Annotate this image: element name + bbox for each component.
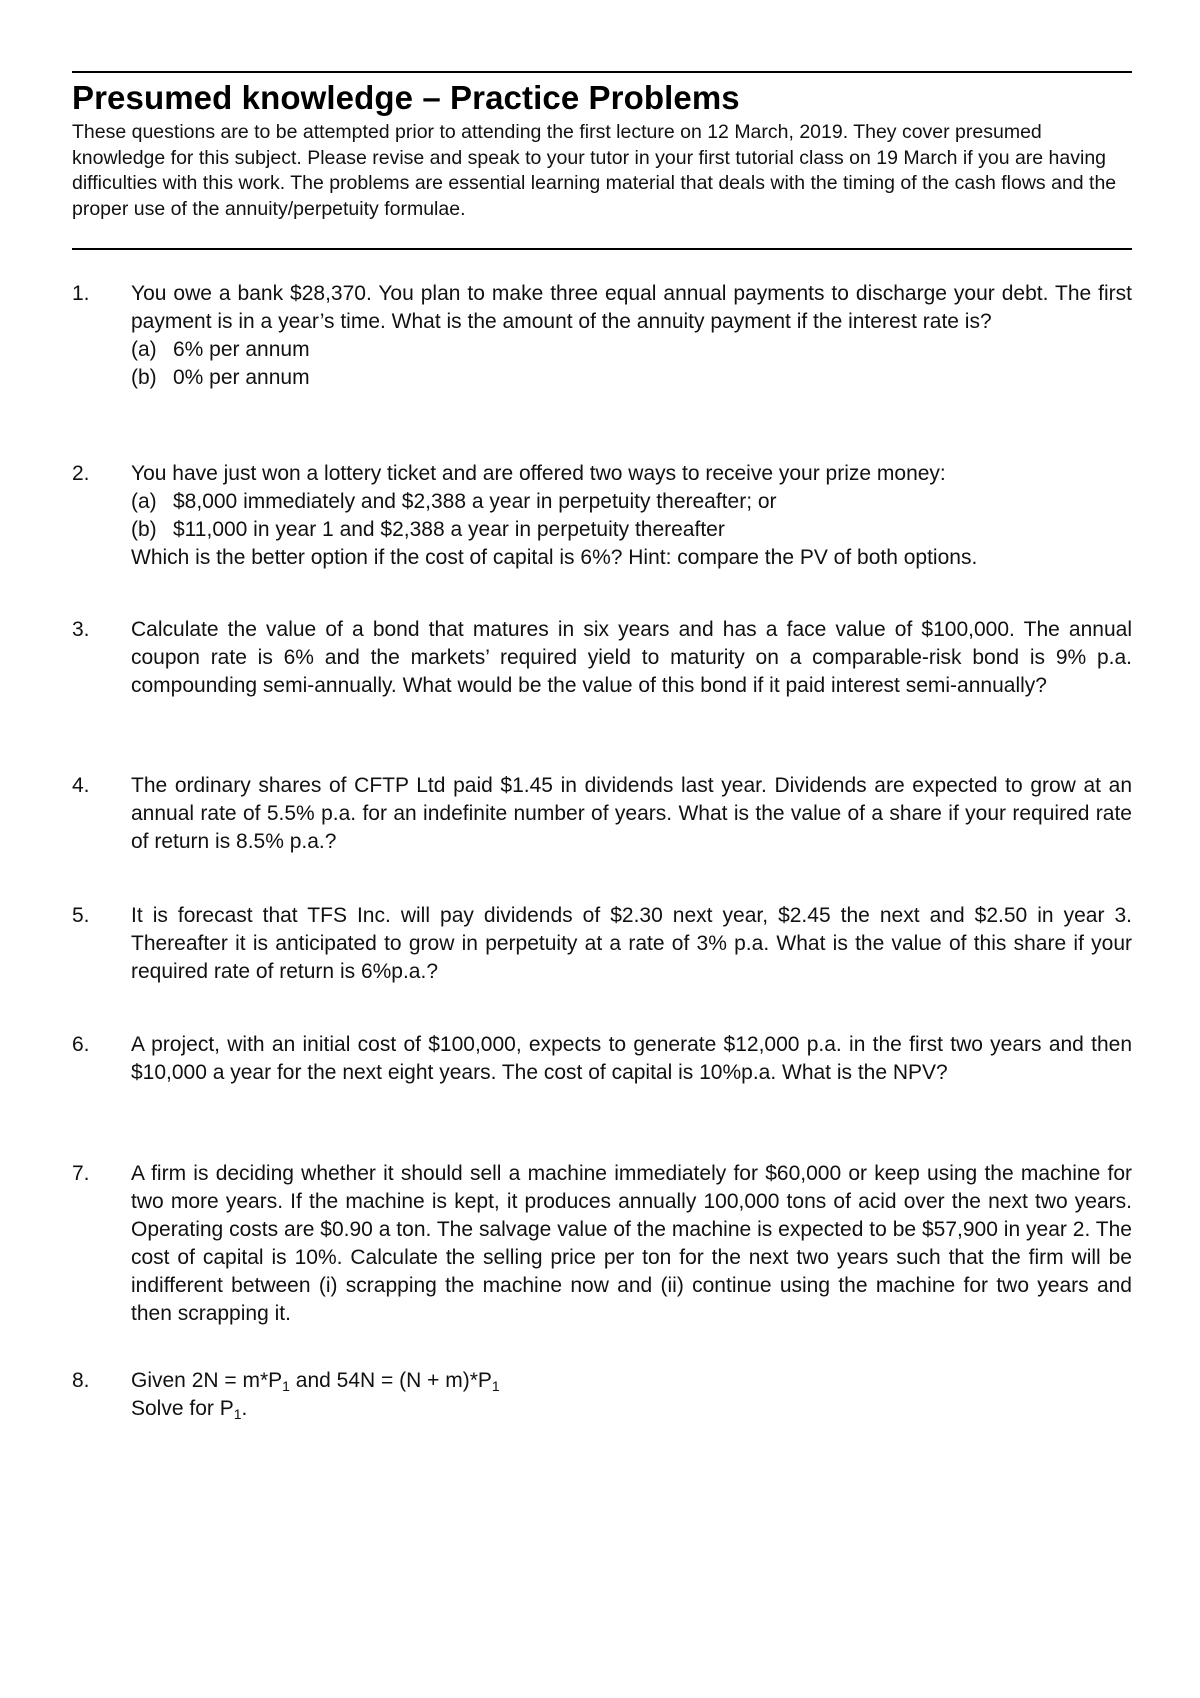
option-letter: (b)	[131, 366, 157, 389]
equation-line-2	[131, 1395, 1132, 1423]
problem-body	[131, 460, 1132, 572]
problem-number: 4.	[72, 774, 90, 797]
problem-6	[72, 1031, 1132, 1087]
page-title: Presumed knowledge – Practice Problems	[72, 79, 740, 116]
problem-number: 6.	[72, 1033, 90, 1056]
option-b	[131, 364, 1132, 392]
problem-body	[131, 902, 1132, 986]
subscript: 1	[491, 1378, 500, 1394]
option-b	[131, 516, 1132, 544]
problem-body	[131, 772, 1132, 856]
problem-5	[72, 902, 1132, 986]
subscript: 1	[233, 1406, 242, 1422]
problem-body	[131, 1367, 1132, 1423]
problem-body	[131, 1031, 1132, 1087]
problem-body	[131, 280, 1132, 392]
equation-text: and 54N = (N + m)*P	[289, 1369, 492, 1392]
equation-text: .	[241, 1397, 248, 1420]
header-bottom-divider	[72, 248, 1132, 250]
option-text: $8,000 immediately and $2,388 a year in perpetuity thereafter; or	[173, 490, 777, 513]
problem-7	[72, 1160, 1132, 1328]
equation-text: Given 2N = m*P	[131, 1369, 283, 1392]
option-text: $11,000 in year 1 and $2,388 a year in perpetuity thereafter	[173, 518, 725, 541]
option-letter: (b)	[131, 518, 157, 541]
problem-number: 5.	[72, 904, 90, 927]
problem-number: 8.	[72, 1369, 90, 1392]
problem-1	[72, 280, 1132, 392]
option-letter: (a)	[131, 490, 157, 513]
problem-text: You owe a bank $28,370. You plan to make three equal annual payments to discharge your debt. The first payment is in a year’s time. What is the amount of the annuity payment if the interest rate is?	[131, 282, 1132, 333]
problem-text: It is forecast that TFS Inc. will pay dividends of $2.30 next year, $2.45 the next and $2.50 in year 3. Thereafter it is anticipated to grow in perpetuity at a rate of 3% p.a. What is the value of this share if your required rate of return is 6%p.a.?	[131, 904, 1132, 983]
problem-4	[72, 772, 1132, 856]
problem-text: Calculate the value of a bond that matures in six years and has a face value of $100,000. The annual coupon rate is 6% and the markets’ required yield to maturity on a comparable-risk bond is 9% p.a. compounding semi-annually. What would be the value of this bond if it paid interest semi-annually?	[131, 618, 1132, 697]
problem-body	[131, 616, 1132, 700]
top-divider	[72, 71, 1132, 73]
problem-footer: Which is the better option if the cost of capital is 6%? Hint: compare the PV of both options.	[131, 546, 978, 569]
problem-text: You have just won a lottery ticket and are offered two ways to receive your prize money:	[131, 462, 946, 485]
problem-text: A firm is deciding whether it should sell a machine immediately for $60,000 or keep using the machine for two more years. If the machine is kept, it produces annually 100,000 tons of acid over the next two years. Operating costs are $0.90 a ton. The salvage value of the machine is expected to be $57,900 in year 2. The cost of capital is 10%. Calculate the selling price per ton for the next two years such that the firm will be indifferent between (i) scrapping the machine now and (ii) continue using the machine for two years and then scrapping it.	[131, 1162, 1132, 1325]
problem-2	[72, 460, 1132, 572]
problem-text: A project, with an initial cost of $100,000, expects to generate $12,000 p.a. in the first two years and then $10,000 a year for the next eight years. The cost of capital is 10%p.a. What is the NPV?	[131, 1033, 1132, 1084]
problem-3	[72, 616, 1132, 700]
problem-body	[131, 1160, 1132, 1328]
equation-line-1	[131, 1367, 1132, 1395]
option-a	[131, 488, 1132, 516]
subscript: 1	[282, 1378, 290, 1394]
option-a	[131, 336, 1132, 364]
option-text: 6% per annum	[173, 338, 310, 361]
intro-paragraph: These questions are to be attempted prior to attending the first lecture on 12 March, 2019. They cover presumed knowledge for this subject. Please revise and speak to your tutor in your first tutorial class on 19 March if you are having difficulties with this work. The problems are essential learning material that deals with the timing of the cash flows and the proper use of the annuity/perpetuity formulae.	[72, 121, 1117, 220]
problem-number: 7.	[72, 1162, 90, 1185]
problem-number: 1.	[72, 282, 90, 305]
option-letter: (a)	[131, 338, 157, 361]
option-text: 0% per annum	[173, 366, 310, 389]
equation-text: Solve for P	[131, 1397, 234, 1420]
problem-8	[72, 1367, 1132, 1423]
problem-number: 3.	[72, 618, 90, 641]
problem-number: 2.	[72, 462, 90, 485]
problem-text: The ordinary shares of CFTP Ltd paid $1.45 in dividends last year. Dividends are expected to grow at an annual rate of 5.5% p.a. for an indefinite number of years. What is the value of a share if your required rate of return is 8.5% p.a.?	[131, 774, 1132, 853]
